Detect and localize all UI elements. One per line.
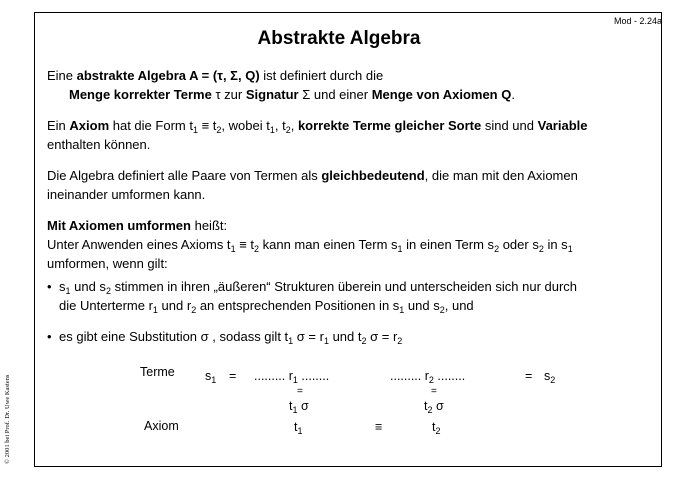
small-equals-2: = [431,386,437,397]
term-s1: $s_1$ [205,369,217,385]
term-s2: $s_2$ [544,369,556,385]
t2-sigma: $t_2$ σ [424,399,444,415]
term-r2: ......... $r_2$ ........ [390,369,466,385]
equiv-symbol: ≡ [375,420,383,434]
page-title: Abstrakte Algebra [257,28,421,49]
equals-left: = [229,369,237,383]
intro-line-2: Menge korrekter Terme τ zur Signatur Σ und einer Menge von Axiomen Q. [69,87,515,102]
t1-sigma: $t_1$ σ [289,399,309,415]
umformen-heading: Mit Axiomen umformen heißt: [47,218,228,233]
bullet-substitution: • es gibt eine Substitution σ , sodass gilt $t_1$ $\sigma = r_1$ und $t_2$ $\sigma = r_2$ [47,329,403,346]
terme-label: Terme [140,365,175,379]
term-r1: ......... $r_1$ ........ [254,369,330,385]
umformen-paragraph: Unter Anwenden eines Axioms $t_1 \equiv t_2$ kann man einen Term $s_1$ in einen Term $s_2$ oder $s_2$ in $s_1$ umformen, wenn gilt: [47,237,573,271]
intro-line-1: Eine abstrakte Algebra A = (τ, Σ, Q) ist definiert durch die [47,68,384,83]
equivalence-paragraph: Die Algebra definiert alle Paare von Termen als gleichbedeutend, die man mit den Axiomen ineinander umformen kann. [47,168,578,202]
axiom-paragraph: Ein Axiom hat die Form $t_1 \equiv t_2$, wobei $t_1$, $t_2$, korrekte Terme gleicher Sorte sind und Variable enthalten können. [47,118,588,152]
axiom-label: Axiom [144,419,179,433]
small-equals-1: = [297,386,303,397]
slide-id: Mod - 2.24a [613,16,662,26]
copyright-notice: © 2001 bei Prof. Dr. Uwe Kastens [4,374,11,464]
bullet-structure: • $s_1$ und $s_2$ stimmen in ihren „äußeren“ Strukturen überein und unterscheiden sich nur durch die Unterterme $r_1$ und $r_2$ an entsprechenden Positionen in $s_1$ und $s_2$, und [47,279,578,315]
axiom-t2: $t_2$ [432,420,441,436]
equals-right: = [525,369,533,383]
axiom-t1: $t_1$ [294,420,303,436]
